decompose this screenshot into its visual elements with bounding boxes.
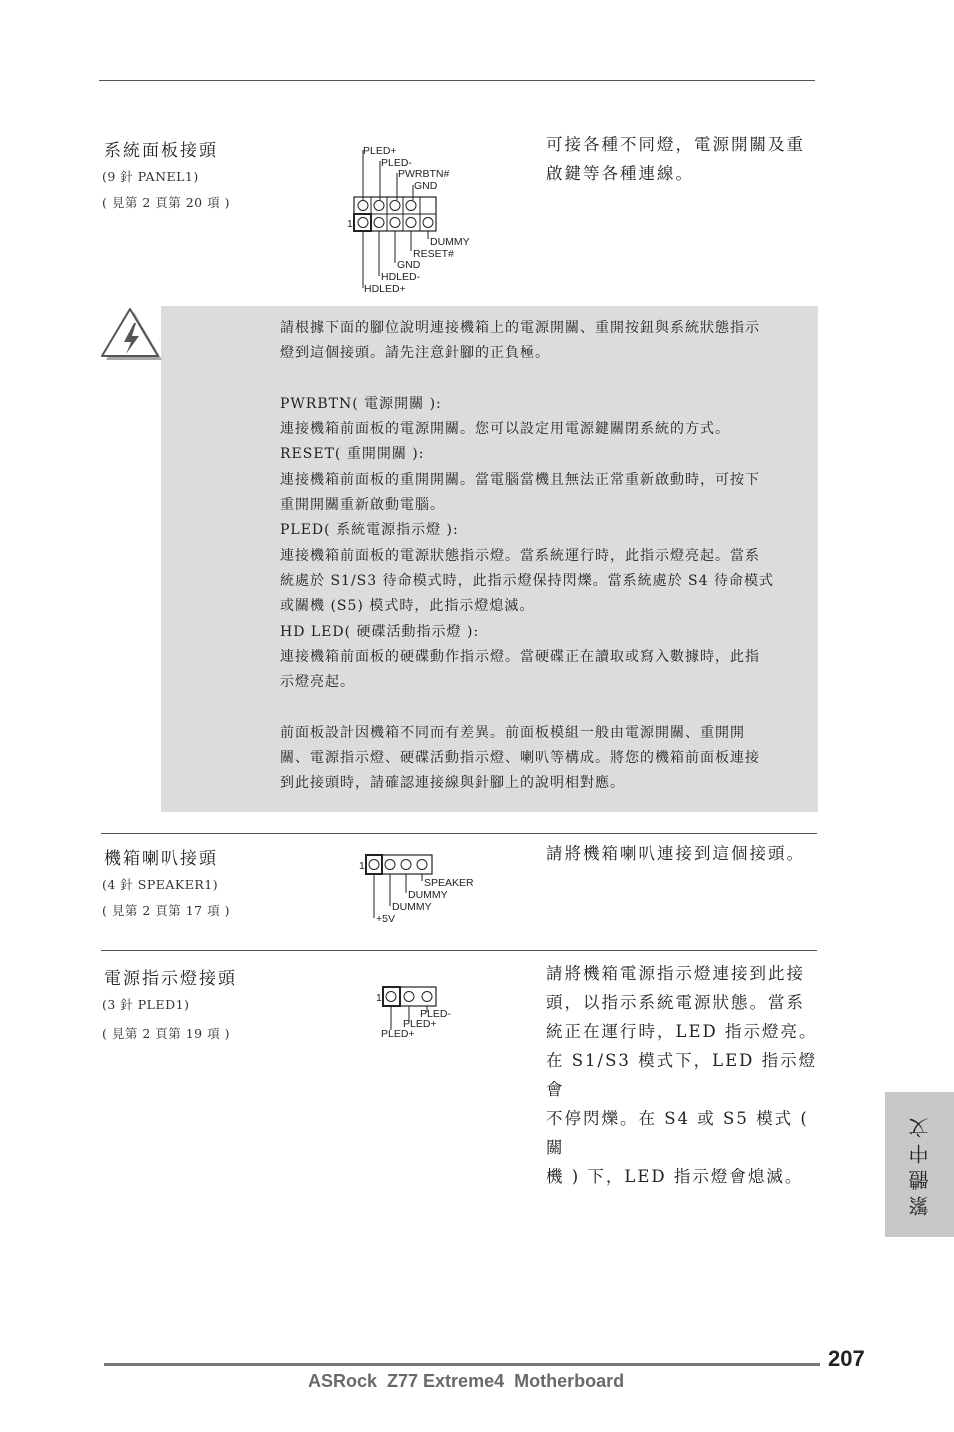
panel-label-pled-minus: PLED- [381, 157, 412, 169]
note-line: 連接機箱前面板的電源狀態指示燈。當系統運行時，此指示燈亮起。當系 [280, 547, 760, 564]
power-led-page-ref: ( 見第 2 頁第 19 項 ) [102, 1026, 230, 1041]
power-led-description-line: 機 ) 下，LED 指示燈會熄滅。 [546, 1167, 804, 1186]
speaker-label-speaker: SPEAKER [424, 877, 474, 889]
power-led-description-line: 頭，以指示系統電源狀態。當系 [546, 993, 805, 1012]
speaker-label-dummy-1: DUMMY [408, 889, 448, 901]
warning-icon [100, 306, 166, 364]
panel-pin1-marker: 1 [347, 218, 353, 230]
note-line: 關、電源指示燈、硬碟活動指示燈、喇叭等構成。將您的機箱前面板連接 [280, 750, 760, 767]
note-line: 重開開關重新啟動電腦。 [280, 497, 445, 514]
note-line: 請根據下面的腳位說明連接機箱上的電源開關、重開按鈕與系統狀態指示 [280, 320, 760, 336]
power-led-label-pled-plus-2: PLED+ [381, 1028, 415, 1040]
note-line: 連接機箱前面板的重開開關。當電腦當機且無法正常重新啟動時，可按下 [280, 471, 760, 488]
speaker-pin1-marker: 1 [359, 860, 365, 872]
panel-title: 系統面板接頭 [104, 141, 218, 161]
language-side-tab [885, 1092, 954, 1237]
note-line: 或關機 (S5) 模式時，此指示燈熄滅。 [280, 598, 535, 615]
note-line: 燈到這個接頭。請先注意針腳的正負極。 [280, 345, 550, 362]
panel-pins: (9 針 PANEL1) [102, 169, 199, 184]
speaker-header-diagram [355, 850, 480, 926]
footer-rule [104, 1363, 820, 1366]
note-line: 前面板設計因機箱不同而有差異。前面板模組一般由電源開關、重開開 [280, 724, 745, 741]
panel-page-ref: ( 見第 2 頁第 20 項 ) [102, 195, 230, 210]
power-led-rule [101, 950, 817, 951]
panel-label-gnd-top: GND [414, 180, 438, 192]
note-line: 統處於 S1/S3 待命模式時，此指示燈保持閃爍。當系統處於 S4 待命模式 [280, 572, 775, 589]
top-rule [99, 80, 815, 81]
power-led-pin1-marker: 1 [376, 992, 382, 1004]
speaker-description [546, 839, 826, 868]
speaker-rule [101, 833, 817, 834]
speaker-description-line: 請將機箱喇叭連接到這個接頭。 [546, 844, 805, 863]
panel-label-pwrbtn: PWRBTN# [398, 168, 450, 180]
speaker-pins: (4 針 SPEAKER1) [102, 877, 219, 892]
panel-label-hdled-minus: HDLED- [381, 271, 421, 283]
page-number: 207 [828, 1346, 865, 1371]
power-led-title: 電源指示燈接頭 [104, 969, 237, 989]
speaker-label-5v: +5V [376, 913, 395, 925]
power-led-description-line: 統正在運行時，LED 指示燈亮。 [546, 1022, 818, 1041]
note-line: 連接機箱前面板的電源開關。您可以設定用電源鍵關閉系統的方式。 [280, 421, 730, 438]
power-led-description-line: 請將機箱電源指示燈連接到此接 [546, 964, 805, 983]
panel-header-diagram [340, 140, 480, 296]
power-led-description-line: 不停閃爍。在 S4 或 S5 模式 ( 關 [546, 1109, 809, 1157]
panel-description-line: 可接各種不同燈，電源開關及重 [546, 135, 805, 154]
power-led-label-pled-minus: PLED- [420, 1008, 451, 1020]
power-led-description-line: 在 S1/S3 模式下，LED 指示燈會 [546, 1051, 818, 1099]
note-line: 連接機箱前面板的硬碟動作指示燈。當硬碟正在讀取或寫入數據時，此指 [280, 648, 760, 665]
speaker-label-dummy-2: DUMMY [392, 901, 432, 913]
panel-label-hdled-plus: HDLED+ [364, 283, 406, 295]
note-line: HD LED( 硬碟活動指示燈 ): [280, 623, 480, 640]
power-led-label-pled-plus-1: PLED+ [403, 1018, 437, 1030]
power-led-pins: (3 針 PLED1) [102, 997, 190, 1012]
power-led-description [546, 959, 826, 1191]
caution-note-text [280, 316, 820, 797]
note-line: 到此接頭時，請確認連接線與針腳上的說明相對應。 [280, 775, 625, 792]
power-led-header-diagram [372, 982, 482, 1042]
panel-description-line: 啟鍵等各種連線。 [546, 164, 694, 183]
panel-label-pled-plus: PLED+ [363, 145, 397, 157]
panel-label-dummy: DUMMY [430, 236, 470, 248]
speaker-title: 機箱喇叭接頭 [104, 849, 218, 869]
panel-label-gnd-bottom: GND [397, 259, 421, 271]
panel-label-reset: RESET# [413, 248, 454, 260]
language-side-tab-label: 繁體中文 [908, 1112, 932, 1217]
speaker-page-ref: ( 見第 2 頁第 17 項 ) [102, 903, 230, 918]
note-line: RESET( 重開開關 ): [280, 446, 425, 463]
note-line: PWRBTN( 電源開關 ): [280, 395, 442, 412]
note-line: 示燈亮起。 [280, 674, 355, 691]
note-line: PLED( 系統電源指示燈 ): [280, 522, 459, 539]
panel-description [546, 130, 826, 188]
footer-title: ASRock Z77 Extreme4 Motherboard [308, 1371, 625, 1391]
